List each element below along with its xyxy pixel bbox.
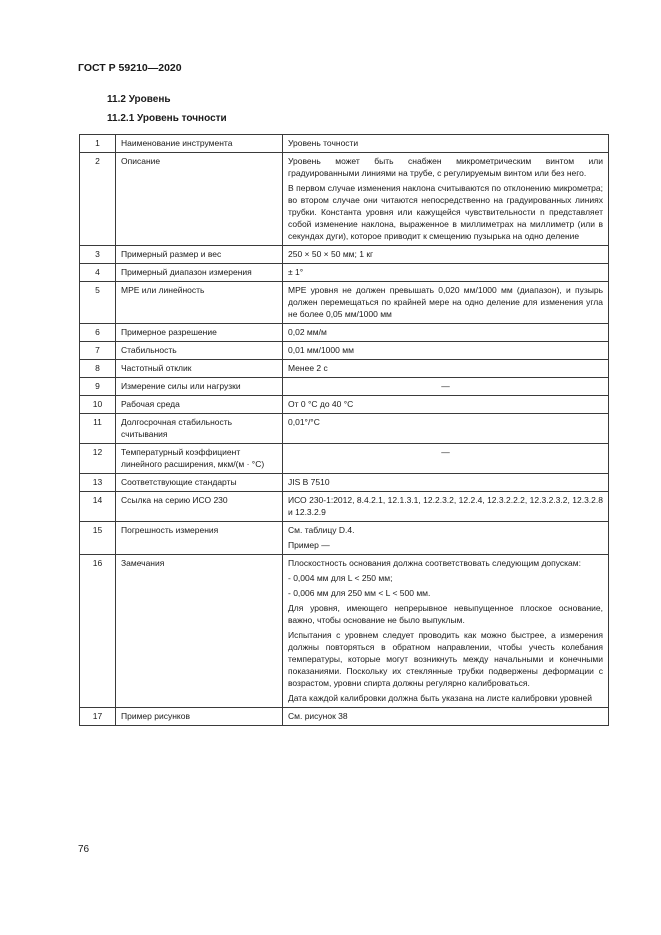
value-paragraph: Дата каждой калибровки должна быть указана на листе калибровки уровней bbox=[288, 693, 593, 703]
value-paragraph: - 0,006 мм для 250 мм < L < 500 мм. bbox=[288, 588, 431, 598]
parameter-name: Погрешность измерения bbox=[116, 522, 283, 555]
row-number: 15 bbox=[80, 522, 116, 555]
row-number: 1 bbox=[80, 135, 116, 153]
parameter-name: Примерное разрешение bbox=[116, 324, 283, 342]
value-paragraph: Плоскостность основания должна соответствовать следующим допускам: bbox=[288, 558, 581, 568]
parameter-value bbox=[283, 135, 609, 153]
parameter-value bbox=[283, 396, 609, 414]
parameter-value bbox=[283, 324, 609, 342]
value-paragraph: В первом случае изменения наклона считываются по отклонению микрометра; во втором случае они читаются непосредственно на градуированных линиях трубки. Константа уровня или кажущейся чувствительности n представляет собой изменение наклона, выраженное в миллиметрах на миллиметр (или в секундах дуги), которое приводит к смещению пузырька на одно деление bbox=[288, 183, 603, 241]
document-standard-id: ГОСТ Р 59210—2020 bbox=[78, 62, 182, 74]
value-paragraph: 0,01 мм/1000 мм bbox=[288, 345, 354, 355]
parameter-value bbox=[283, 414, 609, 444]
table-row bbox=[80, 135, 609, 153]
parameter-name: Примерный размер и вес bbox=[116, 246, 283, 264]
value-paragraph: 0,02 мм/м bbox=[288, 327, 327, 337]
value-paragraph: МРЕ уровня не должен превышать 0,020 мм/1000 мм (диапазон), и пузырь должен перемещаться по крайней мере на одно деление для изменения угла не более 0,05 мм/1000 мм bbox=[288, 285, 603, 319]
parameter-name: Наименование инструмента bbox=[116, 135, 283, 153]
row-number: 14 bbox=[80, 492, 116, 522]
row-number: 16 bbox=[80, 555, 116, 708]
parameter-value: — bbox=[283, 378, 609, 396]
parameter-value bbox=[283, 474, 609, 492]
table-row bbox=[80, 414, 609, 444]
table-row bbox=[80, 246, 609, 264]
row-number: 17 bbox=[80, 708, 116, 726]
row-number: 5 bbox=[80, 282, 116, 324]
parameter-name: Стабильность bbox=[116, 342, 283, 360]
subsection-heading: 11.2.1 Уровень точности bbox=[107, 113, 227, 124]
row-number: 3 bbox=[80, 246, 116, 264]
parameter-value bbox=[283, 492, 609, 522]
table-row bbox=[80, 264, 609, 282]
table-row bbox=[80, 492, 609, 522]
row-number: 7 bbox=[80, 342, 116, 360]
table-row bbox=[80, 522, 609, 555]
parameter-value bbox=[283, 708, 609, 726]
row-number: 4 bbox=[80, 264, 116, 282]
value-paragraph: ± 1° bbox=[288, 267, 304, 277]
row-number: 12 bbox=[80, 444, 116, 474]
table-row bbox=[80, 444, 609, 474]
table-row bbox=[80, 396, 609, 414]
section-heading: 11.2 Уровень bbox=[107, 94, 171, 105]
parameter-name: Рабочая среда bbox=[116, 396, 283, 414]
table-row bbox=[80, 555, 609, 708]
table-row bbox=[80, 342, 609, 360]
value-paragraph: 0,01°/°С bbox=[288, 417, 320, 427]
table-row bbox=[80, 378, 609, 396]
value-paragraph: См. рисунок 38 bbox=[288, 711, 348, 721]
value-paragraph: Для уровня, имеющего непрерывное невыпущенное плоское основание, важно, чтобы основание не было выпуклым. bbox=[288, 603, 603, 625]
table-row bbox=[80, 282, 609, 324]
parameter-name: МРЕ или линейность bbox=[116, 282, 283, 324]
specification-table bbox=[79, 134, 609, 726]
value-paragraph: См. таблицу D.4. bbox=[288, 525, 355, 535]
parameter-value: — bbox=[283, 444, 609, 474]
row-number: 6 bbox=[80, 324, 116, 342]
parameter-value bbox=[283, 360, 609, 378]
parameter-value bbox=[283, 282, 609, 324]
parameter-name: Замечания bbox=[116, 555, 283, 708]
table-row bbox=[80, 474, 609, 492]
value-paragraph: От 0 °С до 40 °С bbox=[288, 399, 354, 409]
parameter-name: Долгосрочная стабильность считывания bbox=[116, 414, 283, 444]
parameter-value bbox=[283, 246, 609, 264]
page-number: 76 bbox=[78, 844, 90, 855]
table-row bbox=[80, 360, 609, 378]
table-row bbox=[80, 324, 609, 342]
parameter-value bbox=[283, 555, 609, 708]
row-number: 10 bbox=[80, 396, 116, 414]
parameter-name: Соответствующие стандарты bbox=[116, 474, 283, 492]
value-paragraph: Менее 2 с bbox=[288, 363, 328, 373]
parameter-name: Ссылка на серию ИСО 230 bbox=[116, 492, 283, 522]
row-number: 8 bbox=[80, 360, 116, 378]
value-paragraph: 250 × 50 × 50 мм; 1 кг bbox=[288, 249, 374, 259]
value-paragraph: Уровень точности bbox=[288, 138, 359, 148]
value-paragraph: Испытания с уровнем следует проводить как можно быстрее, а измерения должны повторяться в обратном направлении, чтобы учесть колебания температуры, которые могут возникнуть между начальными и конечными показаниями. Поскольку их стеклянные трубки подвержены деформации с возрастом, уровни спирта должны регулярно калиброваться. bbox=[288, 630, 603, 688]
parameter-value bbox=[283, 522, 609, 555]
row-number: 11 bbox=[80, 414, 116, 444]
row-number: 2 bbox=[80, 153, 116, 246]
value-paragraph: Пример — bbox=[288, 540, 330, 550]
parameter-name: Частотный отклик bbox=[116, 360, 283, 378]
parameter-name: Пример рисунков bbox=[116, 708, 283, 726]
parameter-value bbox=[283, 264, 609, 282]
parameter-value bbox=[283, 153, 609, 246]
table-row bbox=[80, 153, 609, 246]
value-paragraph: - 0,004 мм для L < 250 мм; bbox=[288, 573, 393, 583]
parameter-name: Описание bbox=[116, 153, 283, 246]
table-row bbox=[80, 708, 609, 726]
parameter-name: Измерение силы или нагрузки bbox=[116, 378, 283, 396]
parameter-value bbox=[283, 342, 609, 360]
row-number: 9 bbox=[80, 378, 116, 396]
value-paragraph: JIS В 7510 bbox=[288, 477, 330, 487]
value-paragraph: ИСО 230-1:2012, 8.4.2.1, 12.1.3.1, 12.2.3.2, 12.2.4, 12.3.2.2.2, 12.3.2.3.2, 12.3.2.8 и 12.3.2.9 bbox=[288, 495, 603, 517]
value-paragraph: Уровень может быть снабжен микрометрическим винтом или градуированными линиями на трубе, с регулируемым винтом или без него. bbox=[288, 156, 603, 178]
parameter-name: Температурный коэффициент линейного расширения, мкм/(м · °С) bbox=[116, 444, 283, 474]
row-number: 13 bbox=[80, 474, 116, 492]
parameter-name: Примерный диапазон измерения bbox=[116, 264, 283, 282]
